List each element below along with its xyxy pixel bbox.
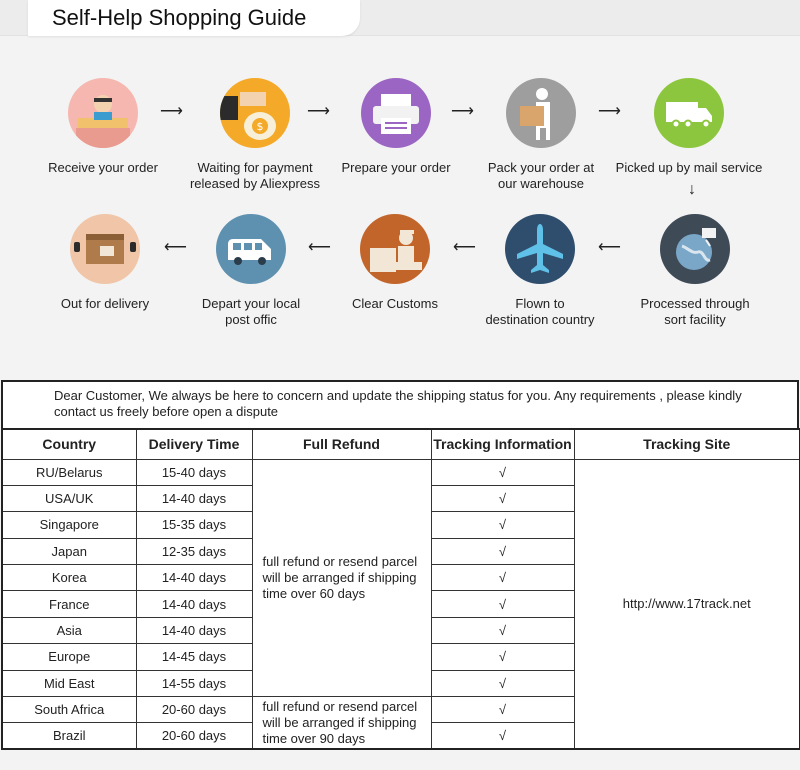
step-label: Waiting for payment released by Aliexpress (189, 160, 321, 191)
airplane-icon (505, 214, 575, 284)
time-cell: 14-40 days (136, 617, 252, 643)
arrow-right-icon: ⟶ (451, 103, 474, 120)
time-cell: 14-45 days (136, 644, 252, 670)
tracking-check: √ (431, 512, 574, 538)
step-processed (620, 214, 770, 328)
package-icon (506, 78, 576, 148)
tracking-check: √ (431, 617, 574, 643)
refund-60-cell: full refund or resend parcel will be arranged if shipping time over 60 days (252, 459, 431, 697)
tracking-check: √ (431, 565, 574, 591)
country-cell: South Africa (2, 697, 136, 723)
step-out-for-delivery (30, 214, 180, 312)
tracking-check: √ (431, 591, 574, 617)
step-label: Receive your order (48, 160, 158, 175)
tracking-check: √ (431, 723, 574, 749)
customs-officer-icon (360, 214, 430, 284)
table-row (2, 459, 800, 485)
arrow-right-icon: ⟶ (160, 103, 183, 120)
truck-icon (654, 78, 724, 148)
arrow-left-icon: ⟵ (164, 239, 187, 256)
col-full-refund: Full Refund (252, 429, 431, 459)
table-header-row (2, 429, 800, 459)
tracking-check: √ (431, 459, 574, 485)
customer-notice (1, 380, 799, 429)
receive-order-icon (68, 78, 138, 148)
svg-text:$: $ (256, 120, 264, 133)
tracking-check: √ (431, 697, 574, 723)
time-cell: 15-35 days (136, 512, 252, 538)
country-cell: Asia (2, 617, 136, 643)
country-cell: Japan (2, 538, 136, 564)
step-label: Clear Customs (352, 296, 438, 311)
time-cell: 15-40 days (136, 459, 252, 485)
globe-icon (660, 214, 730, 284)
page-title: Self-Help Shopping Guide (52, 5, 307, 30)
arrow-left-icon: ⟵ (598, 239, 621, 256)
country-cell: RU/Belarus (2, 459, 136, 485)
step-depart-post (176, 214, 326, 328)
time-cell: 20-60 days (136, 723, 252, 749)
time-cell: 14-40 days (136, 565, 252, 591)
step-waiting-payment (180, 78, 330, 192)
delivery-box-icon (70, 214, 140, 284)
tracking-check: √ (431, 538, 574, 564)
step-label: Picked up by mail service (615, 160, 763, 175)
country-cell: USA/UK (2, 485, 136, 511)
step-clear-customs (320, 214, 470, 312)
arrow-left-icon: ⟵ (453, 239, 476, 256)
step-label: Out for delivery (60, 296, 150, 311)
step-label: Depart your local post offic (201, 296, 301, 327)
step-prepare-order (321, 78, 471, 176)
shipping-table (1, 428, 800, 750)
time-cell: 14-40 days (136, 591, 252, 617)
step-pack-order (466, 78, 616, 192)
country-cell: Brazil (2, 723, 136, 749)
step-picked-up (614, 78, 764, 176)
printer-icon (361, 78, 431, 148)
arrow-down-icon: ↓ (688, 181, 696, 198)
col-delivery-time: Delivery Time (136, 429, 252, 459)
refund-90-cell: full refund or resend parcel will be arranged if shipping time over 90 days (252, 697, 431, 750)
col-tracking-site: Tracking Site (574, 429, 800, 459)
time-cell: 12-35 days (136, 538, 252, 564)
country-cell: Singapore (2, 512, 136, 538)
step-receive-order (28, 78, 178, 176)
notice-text: Dear Customer, We always be here to concern and update the shipping status for you. Any requirements , please kindly contact us freely before open a dispute (54, 388, 742, 419)
time-cell: 14-40 days (136, 485, 252, 511)
country-cell: Mid East (2, 670, 136, 696)
country-cell: Europe (2, 644, 136, 670)
arrow-left-icon: ⟵ (308, 239, 331, 256)
header-bar (0, 0, 800, 36)
time-cell: 20-60 days (136, 697, 252, 723)
van-icon (216, 214, 286, 284)
col-country: Country (2, 429, 136, 459)
step-label: Processed through sort facility (640, 296, 750, 327)
tracking-site-link[interactable]: http://www.17track.net (574, 459, 800, 749)
step-label: Flown to destination country (485, 296, 595, 327)
time-cell: 14-55 days (136, 670, 252, 696)
arrow-right-icon: ⟶ (598, 103, 621, 120)
country-cell: France (2, 591, 136, 617)
tracking-check: √ (431, 644, 574, 670)
tracking-check: √ (431, 485, 574, 511)
step-label: Prepare your order (341, 160, 451, 175)
country-cell: Korea (2, 565, 136, 591)
payment-bag-icon (220, 78, 290, 148)
step-label: Pack your order at our warehouse (487, 160, 595, 191)
tracking-check: √ (431, 670, 574, 696)
col-tracking-info: Tracking Information (431, 429, 574, 459)
arrow-right-icon: ⟶ (307, 103, 330, 120)
step-flown (465, 214, 615, 328)
